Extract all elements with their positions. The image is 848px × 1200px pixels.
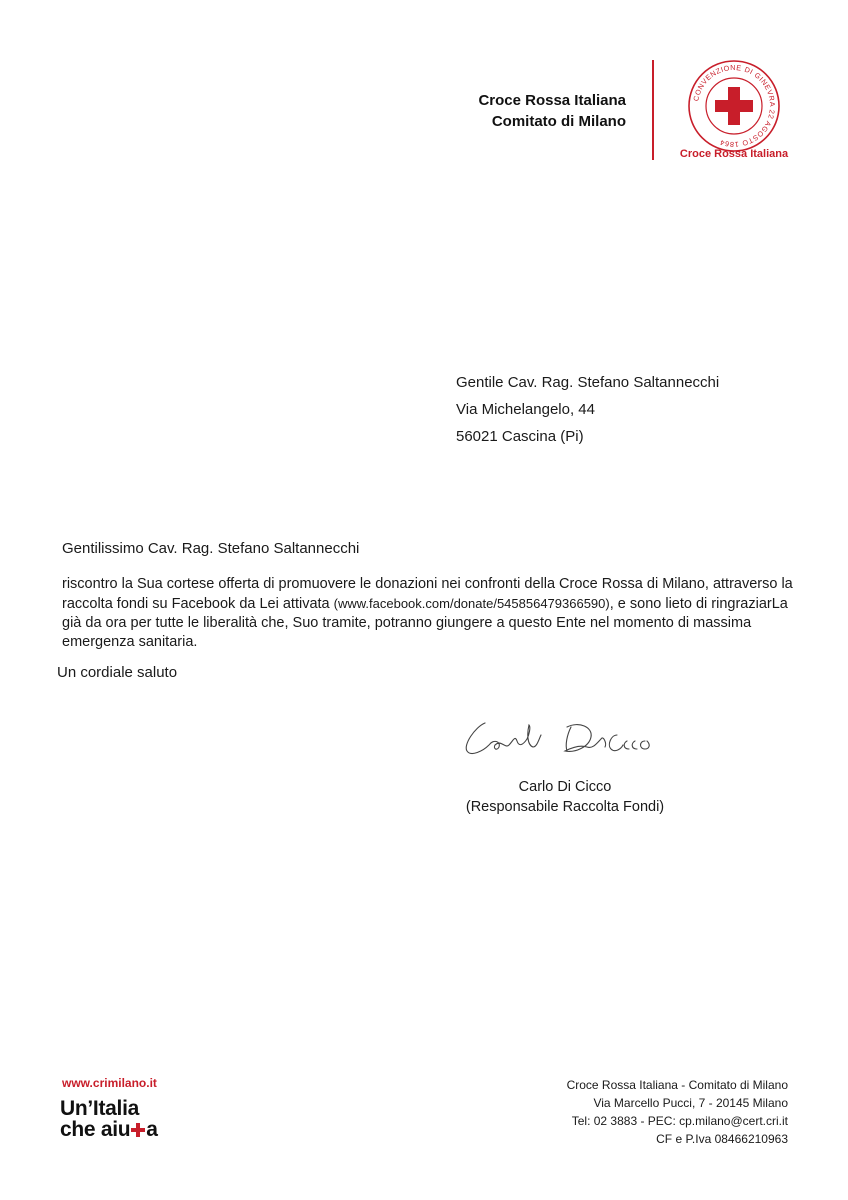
footer-contact-block bbox=[567, 1076, 788, 1148]
slogan-line2 bbox=[60, 1119, 158, 1140]
letter-body bbox=[62, 575, 802, 652]
addressee-block bbox=[456, 369, 719, 450]
closing-line: Un cordiale saluto bbox=[57, 664, 178, 681]
signer-block bbox=[455, 777, 675, 817]
emblem-caption: Croce Rossa Italiana bbox=[679, 148, 789, 160]
addressee-city: 56021 Cascina (Pi) bbox=[456, 428, 584, 445]
slogan-logo bbox=[60, 1098, 158, 1140]
body-text-part2: , e sono lieto di ringraziarLa già da ora per tutte le liberalità che, Suo tramite, potranno giungere a questo Ente nel momento di massima emergenza sanitaria. bbox=[62, 596, 788, 650]
donation-url: (www.facebook.com/donate/545856479366590) bbox=[333, 596, 610, 611]
org-name: Croce Rossa Italiana bbox=[478, 92, 626, 109]
body-text-part1: riscontro la Sua cortese offerta di promuovere le donazioni nei confronti della Croce Rossa di Milano, attraverso la raccolta fondi su Facebook da Lei attivata bbox=[62, 576, 793, 612]
org-unit: Comitato di Milano bbox=[491, 113, 626, 130]
footer-contact: Tel: 02 3883 - PEC: cp.milano@cert.cri.it bbox=[571, 1114, 788, 1128]
footer-org: Croce Rossa Italiana - Comitato di Milano bbox=[566, 1078, 788, 1092]
website-link[interactable]: www.crimilano.it bbox=[62, 1076, 157, 1090]
slogan-line1: Un’Italia bbox=[60, 1097, 139, 1120]
red-cross-icon bbox=[131, 1123, 145, 1137]
letterhead-org bbox=[380, 90, 626, 132]
signer-role: (Responsabile Raccolta Fondi) bbox=[465, 799, 665, 815]
addressee-street: Via Michelangelo, 44 bbox=[456, 401, 595, 418]
red-cross-emblem-icon bbox=[686, 58, 782, 154]
header-divider bbox=[652, 60, 654, 160]
slogan-line2-text: che aiu bbox=[60, 1118, 131, 1141]
addressee-name: Gentile Cav. Rag. Stefano Saltannecchi bbox=[456, 374, 720, 391]
slogan-line2-end: a bbox=[146, 1118, 158, 1141]
signer-name: Carlo Di Cicco bbox=[518, 779, 612, 795]
footer-tax-id: CF e P.Iva 08466210963 bbox=[656, 1132, 788, 1146]
salutation: Gentilissimo Cav. Rag. Stefano Saltannecchi bbox=[62, 540, 360, 557]
handwritten-signature bbox=[455, 705, 685, 775]
emblem-ring-text: CONVENZIONE DI GINEVRA 22 AGOSTO 1864 bbox=[691, 62, 778, 150]
footer-address: Via Marcello Pucci, 7 - 20145 Milano bbox=[593, 1096, 788, 1110]
